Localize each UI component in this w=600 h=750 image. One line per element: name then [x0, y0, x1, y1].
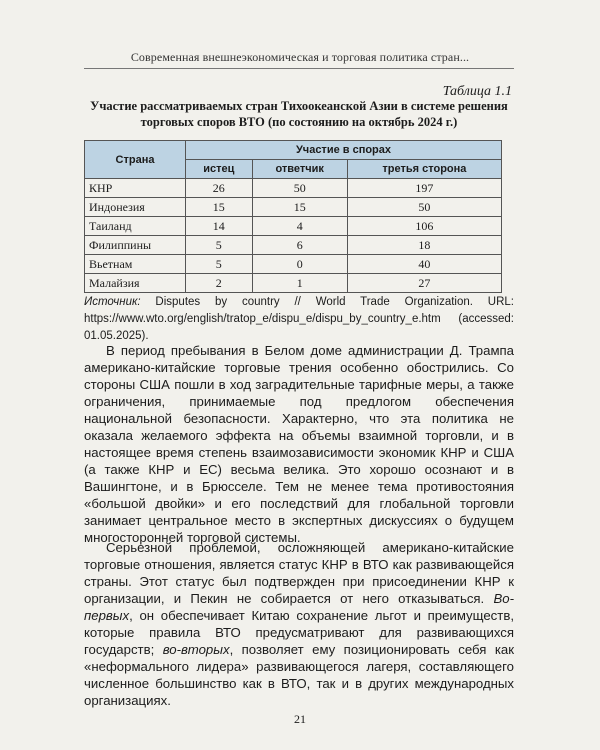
col-header-country: Страна: [85, 141, 186, 179]
cell-respondent: 50: [252, 179, 347, 198]
table-row: [85, 236, 502, 255]
table-row: [85, 217, 502, 236]
disputes-table: [84, 140, 502, 293]
paragraph-2-part-2: , он обеспечивает Китаю сохранение льгот и преимуществ, которые правила ВТО предусматривают для развивающихся государств;: [84, 608, 514, 657]
col-header-third: третья сторона: [347, 160, 501, 179]
cell-respondent: 4: [252, 217, 347, 236]
header-divider: [84, 68, 514, 69]
cell-third: 40: [347, 255, 501, 274]
table-source-note: [84, 294, 514, 345]
table-title: Участие рассматриваемых стран Тихоокеанской Азии в системе решения торговых споров ВТО (по состоянию на октябрь 2024 г.): [90, 99, 508, 129]
cell-third: 27: [347, 274, 501, 293]
paragraph-2-emphasis-2: во-вторых: [162, 642, 230, 657]
cell-third: 106: [347, 217, 501, 236]
cell-respondent: 0: [252, 255, 347, 274]
cell-claimant: 5: [186, 236, 253, 255]
paragraph-2-emphasis-1: Во-первых: [84, 591, 514, 623]
col-header-respondent: ответчик: [252, 160, 347, 179]
cell-country: КНР: [85, 179, 186, 198]
cell-country: Индонезия: [85, 198, 186, 217]
cell-third: 18: [347, 236, 501, 255]
cell-respondent: 6: [252, 236, 347, 255]
table-row: [85, 198, 502, 217]
cell-third: 197: [347, 179, 501, 198]
body-paragraph-2: [84, 539, 514, 709]
cell-claimant: 2: [186, 274, 253, 293]
cell-country: Малайзия: [85, 274, 186, 293]
col-header-group: Участие в спорах: [186, 141, 502, 160]
table-row: [85, 179, 502, 198]
table-header-row: [85, 141, 502, 160]
col-header-claimant: истец: [186, 160, 253, 179]
paragraph-2-part-3: , позволяет ему позиционировать себя как «неформального лидера» развивающегося лагеря, составляющего численное большинство как в ВТО, так и в других международных организациях.: [84, 642, 514, 708]
body-paragraph-1: В период пребывания в Белом доме администрации Д. Трампа американо-китайские торговые трения особенно обострились. Со стороны США пошли в ход заградительные тарифные меры, а также ограничения, принимаемые под предлогом обеспечения национальной безопасности. Характерно, что эта политика не оказала желаемого эффекта на объемы взаимной торговли, и в настоящее время степень взаимозависимости экономик КНР и США (а также КНР и ЕС) весьма велика. Это хорошо осознают и в Вашингтоне, и в Брюсселе. Тем не менее тема противостояния «большой двойки» и его последствий для глобальной торговли занимает центральное место в экспертных дискуссиях о будущем многосторонней торговой системы.: [84, 343, 514, 545]
paragraph-2-part-1: Серьезной проблемой, осложняющей американо-китайские торговые отношения, является статус КНР в ВТО как развивающейся страны. Этот статус был подтвержден при присоединении КНР к организации, и Пекин не собирается от него отказываться.: [84, 540, 514, 606]
running-head: Современная внешнеэкономическая и торговая политика стран...: [130, 50, 470, 64]
source-label: Источник:: [84, 296, 141, 308]
cell-claimant: 15: [186, 198, 253, 217]
cell-country: Филиппины: [85, 236, 186, 255]
cell-country: Вьетнам: [85, 255, 186, 274]
cell-respondent: 1: [252, 274, 347, 293]
cell-respondent: 15: [252, 198, 347, 217]
cell-claimant: 5: [186, 255, 253, 274]
table-label: Таблица 1.1: [442, 84, 512, 99]
cell-claimant: 14: [186, 217, 253, 236]
table-row: [85, 274, 502, 293]
cell-third: 50: [347, 198, 501, 217]
cell-country: Таиланд: [85, 217, 186, 236]
source-text: Disputes by country // World Trade Organization. URL: https://www.wto.org/english/tratop_e/dispu_e/dispu_by_country_e.htm (accessed: 01.05.2025).: [84, 296, 514, 342]
page-number: 21: [294, 712, 306, 726]
table-row: [85, 255, 502, 274]
cell-claimant: 26: [186, 179, 253, 198]
